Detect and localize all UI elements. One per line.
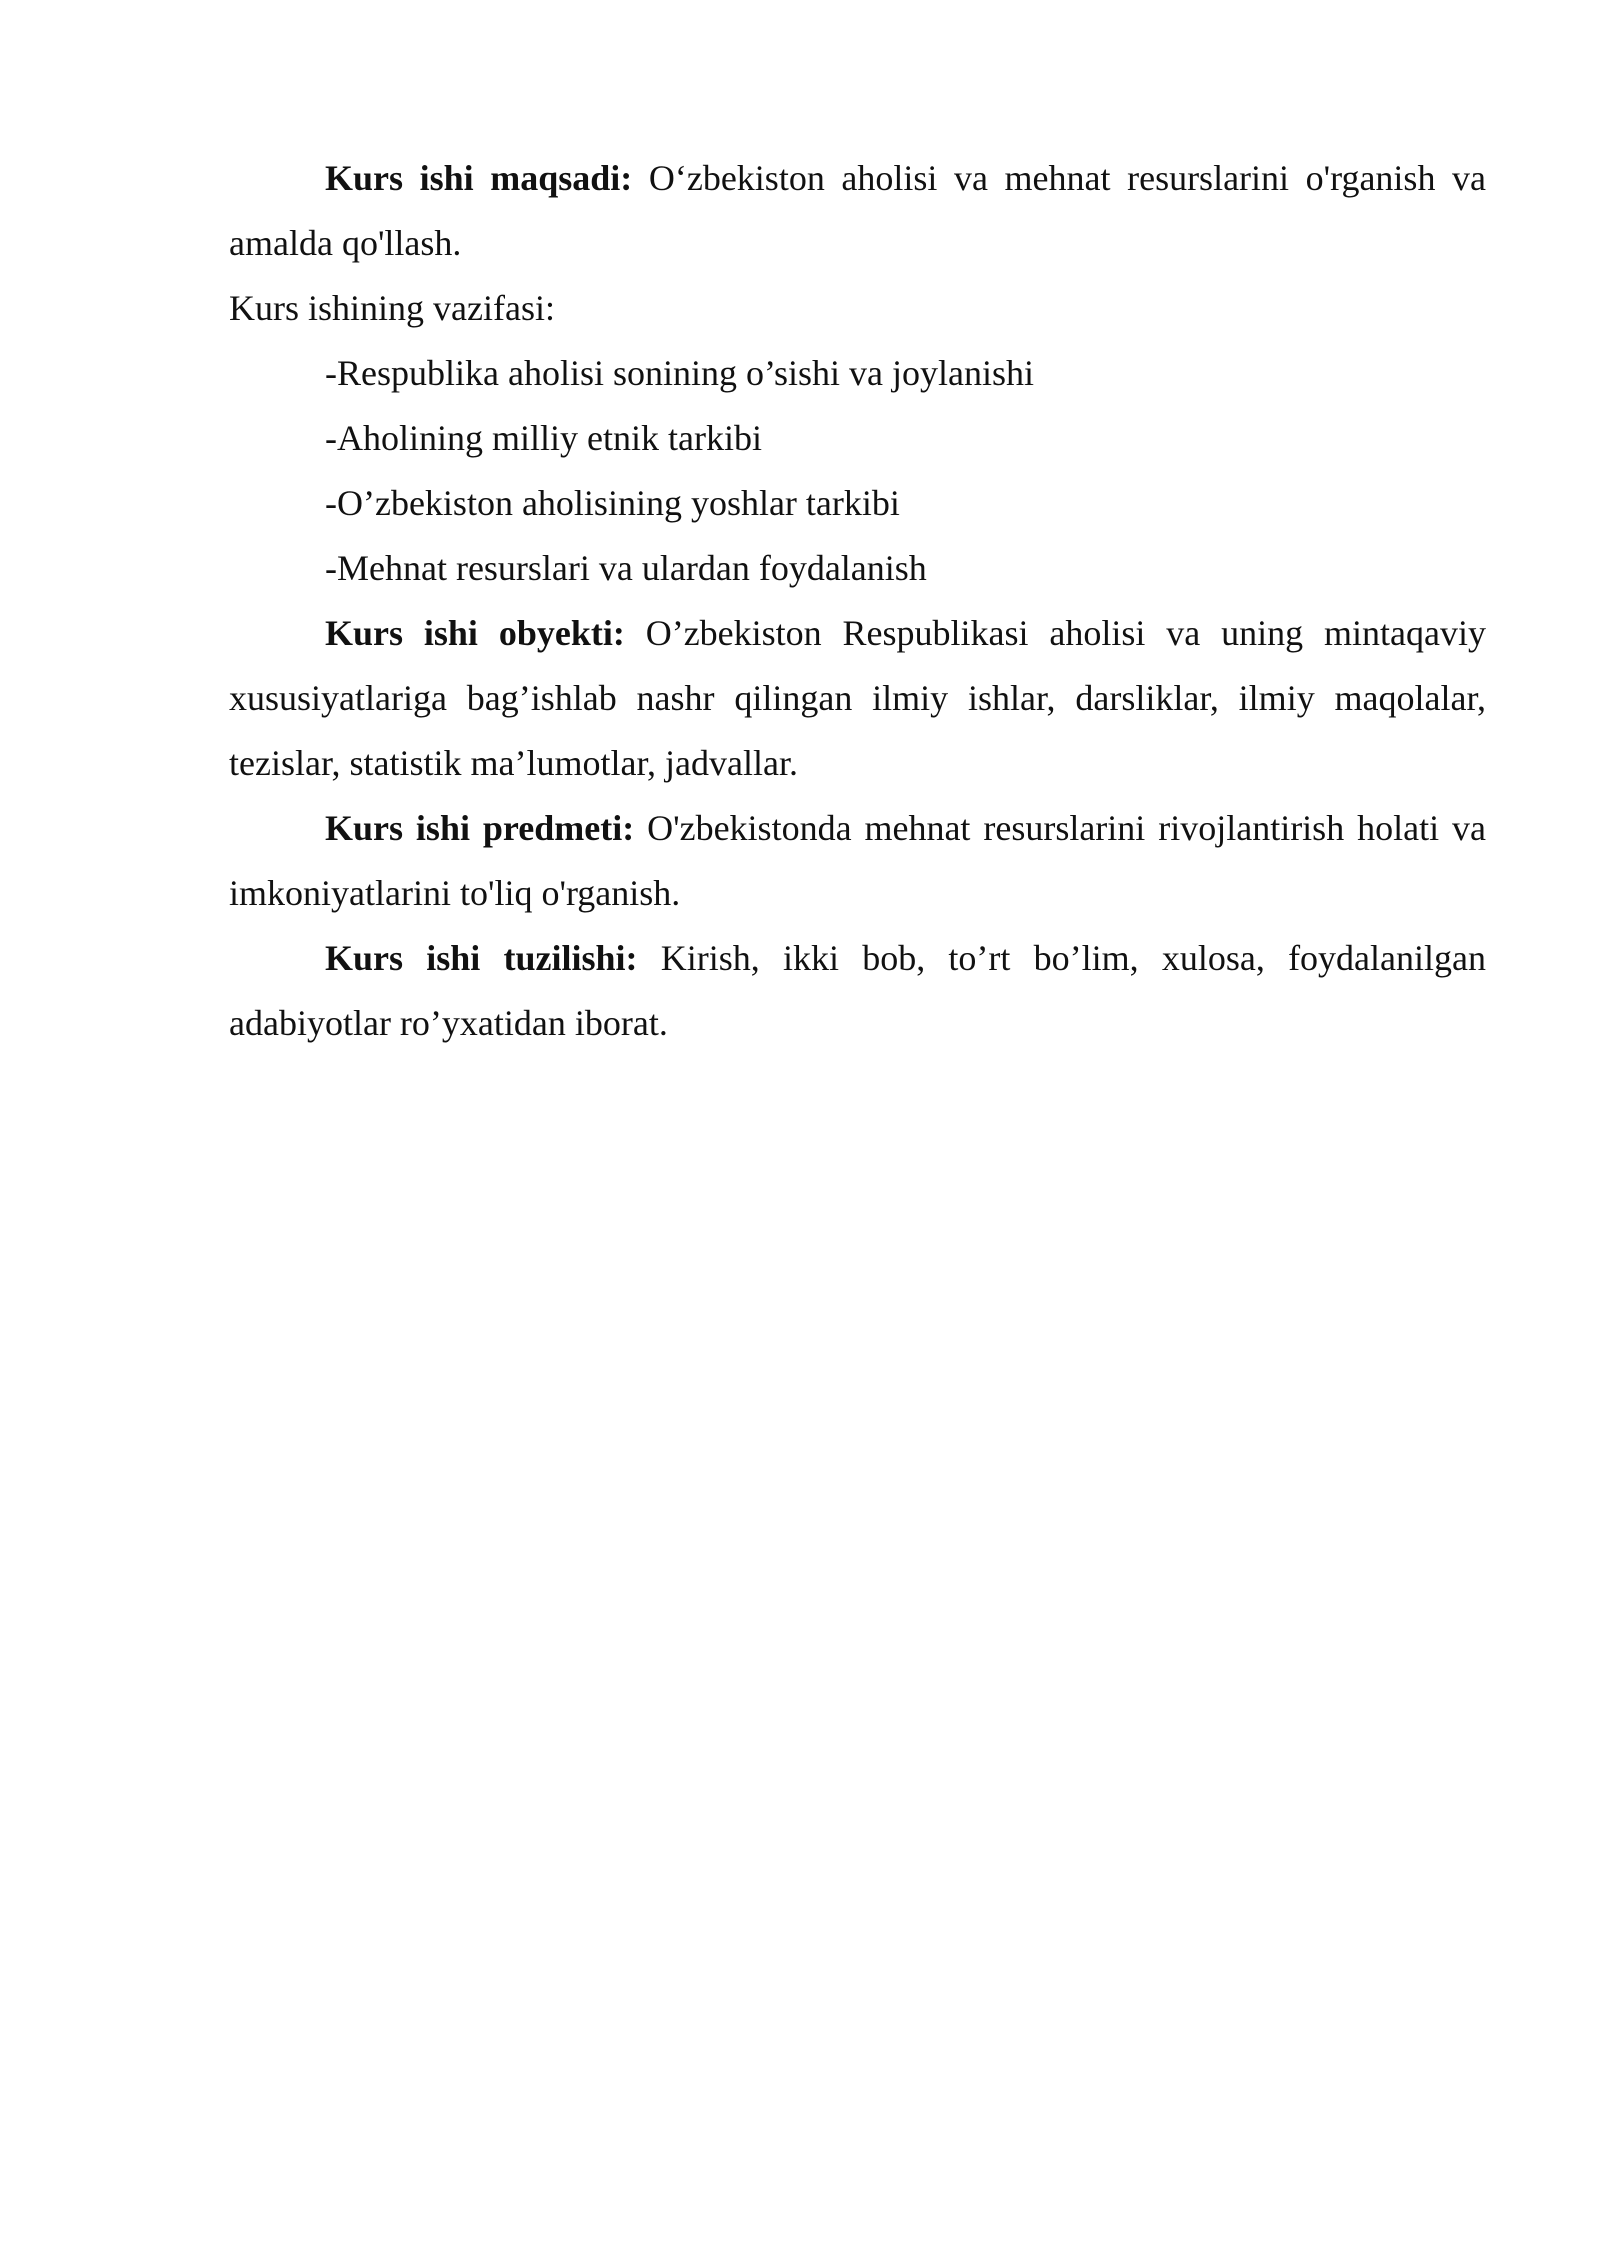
structure-paragraph bbox=[229, 926, 1486, 1056]
task-item-4: -Mehnat resurslari va ulardan foydalanish bbox=[325, 548, 927, 588]
tasks-heading: Kurs ishining vazifasi: bbox=[229, 288, 555, 328]
task-item-3: -O’zbekiston aholisining yoshlar tarkibi bbox=[325, 483, 900, 523]
document-page bbox=[229, 146, 1486, 1056]
subject-label: Kurs ishi predmeti: bbox=[325, 808, 635, 848]
object-text: O’zbekiston Respublikasi aholisi va uning mintaqaviy xususiyatlariga bag’ishlab nashr qilingan ilmiy ishlar, darsliklar, ilmiy maqolalar, tezislar, statistik ma’lumotlar, jadvallar. bbox=[229, 613, 1487, 783]
goal-text: O‘zbekiston aholisi va mehnat resurslarini o'rganish va amalda qo'llash. bbox=[229, 158, 1487, 263]
subject-text: O'zbekistonda mehnat resurslarini rivojlantirish holati va imkoniyatlarini to'liq o'rganish. bbox=[229, 808, 1486, 913]
structure-label: Kurs ishi tuzilishi: bbox=[325, 938, 638, 978]
goal-label: Kurs ishi maqsadi: bbox=[325, 158, 633, 198]
goal-paragraph bbox=[229, 146, 1486, 276]
task-item-2: -Aholining milliy etnik tarkibi bbox=[325, 418, 762, 458]
object-paragraph bbox=[229, 601, 1486, 796]
object-label: Kurs ishi obyekti: bbox=[325, 613, 625, 653]
structure-text: Kirish, ikki bob, to’rt bo’lim, xulosa, foydalanilgan adabiyotlar ro’yxatidan iborat. bbox=[229, 938, 1487, 1043]
task-item-1: -Respublika aholisi sonining o’sishi va joylanishi bbox=[325, 353, 1034, 393]
subject-paragraph bbox=[229, 796, 1486, 926]
